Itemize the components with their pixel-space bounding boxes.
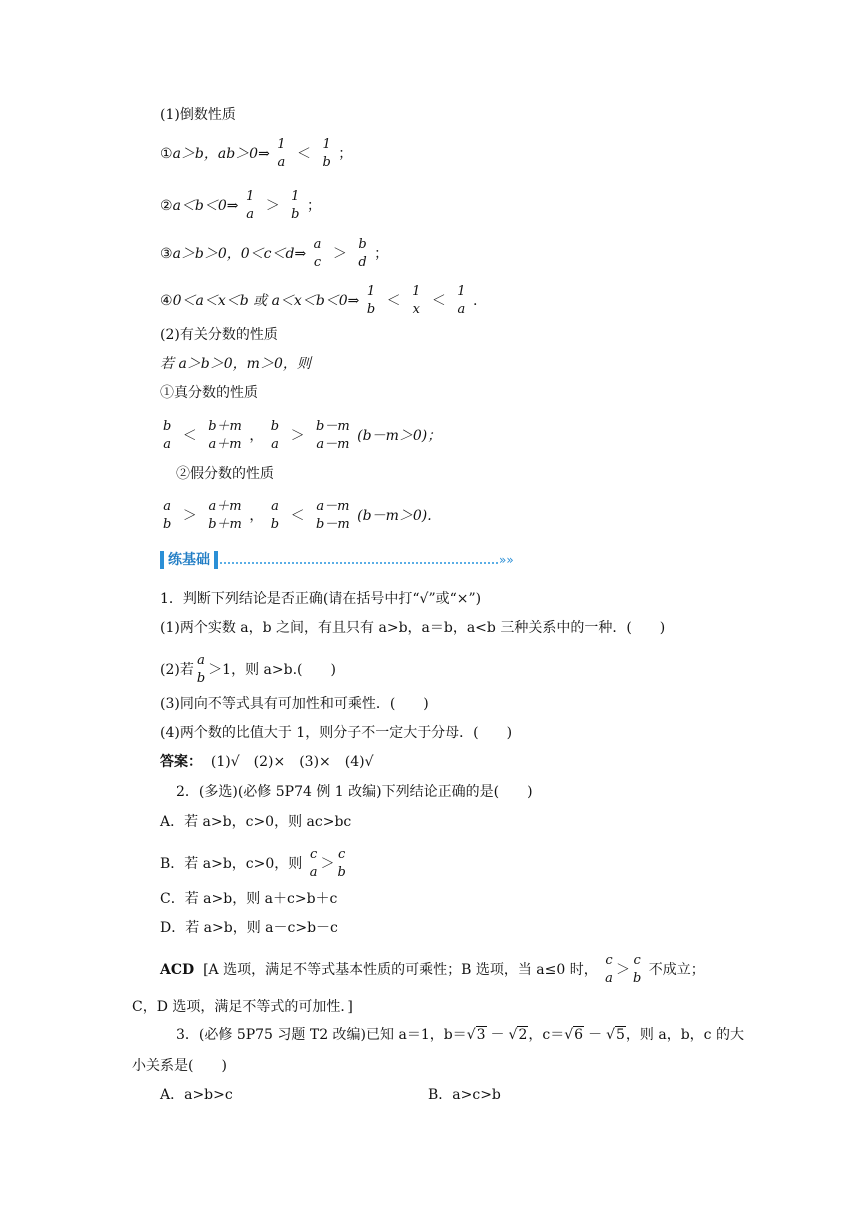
- stem-text: 3．(必修 5P75 习题 T2 改编)已知 a＝1，b＝: [176, 1027, 467, 1043]
- operator: ＜: [431, 293, 446, 309]
- separator: ，: [249, 428, 264, 444]
- operator: ＜: [386, 293, 401, 309]
- numerator: 1: [412, 284, 421, 299]
- denominator: a: [605, 971, 613, 986]
- operator: ＞: [320, 856, 335, 872]
- fraction: [271, 418, 279, 454]
- fraction: [367, 283, 375, 319]
- numerator: c: [605, 953, 613, 968]
- denominator: b: [291, 207, 300, 222]
- double-arrow-icon: »»: [499, 553, 514, 567]
- reciprocal-item-3: [160, 236, 388, 272]
- operator: ＞: [332, 246, 347, 262]
- denominator: a: [277, 155, 286, 170]
- denominator: a: [163, 437, 172, 452]
- stem-text: ，c＝: [528, 1027, 565, 1043]
- condition-note: (b－m＞0).: [357, 508, 432, 524]
- question-3-stem: [176, 1025, 744, 1045]
- numerator: 1: [366, 284, 376, 299]
- condition: 0＜a＜x＜b 或 a＜x＜b＜0⇒: [172, 293, 360, 309]
- numerator: 1: [245, 189, 255, 204]
- punct: ；: [338, 146, 353, 162]
- marker: ③: [160, 246, 173, 262]
- denominator: b: [270, 517, 280, 532]
- solution-label: ACD: [160, 962, 195, 978]
- marker: ④: [160, 293, 173, 309]
- numerator: a－m: [316, 499, 350, 514]
- fraction-condition: 若 a＞b＞0，m＞0，则: [160, 356, 311, 372]
- denominator: b－m: [316, 517, 350, 532]
- question-2-option-a: A．若 a>b，c>0，则 ac>bc: [160, 814, 352, 830]
- numerator: b: [163, 419, 172, 434]
- section-badge-label: 练基础: [160, 551, 218, 569]
- denominator: x: [412, 302, 420, 317]
- subheading-proper-fraction: ①真分数的性质: [160, 385, 258, 401]
- condition: a＞b，ab＞0⇒: [172, 146, 270, 162]
- radicand: 6: [574, 1027, 584, 1043]
- prefix: (2)若: [160, 662, 194, 678]
- numerator: a＋m: [208, 499, 242, 514]
- denominator: d: [358, 255, 367, 270]
- question-2-option-c: C．若 a>b，则 a＋c>b＋c: [160, 891, 338, 907]
- numerator: c: [633, 953, 641, 968]
- operator: ＞: [290, 428, 305, 444]
- improper-fraction-formula: [160, 498, 432, 534]
- fraction: [358, 236, 366, 272]
- question-1-answer: [160, 752, 374, 772]
- operator: ＞: [265, 198, 280, 214]
- question-2-solution: [160, 952, 705, 988]
- fraction: [322, 136, 330, 172]
- punct: ；: [306, 198, 321, 214]
- operator: ＜: [182, 428, 197, 444]
- denominator: b: [196, 671, 206, 686]
- numerator: b: [358, 237, 367, 252]
- heading-fraction-properties: (2)有关分数的性质: [160, 327, 278, 343]
- denominator: b: [322, 155, 331, 170]
- denominator: b: [337, 865, 346, 880]
- question-1-part-3: (3)同向不等式具有可加性和可乘性．( ): [160, 696, 429, 712]
- numerator: b: [270, 419, 280, 434]
- denominator: a＋m: [208, 437, 242, 452]
- fraction: [291, 188, 299, 224]
- reciprocal-item-2: [160, 188, 321, 224]
- numerator: c: [338, 847, 346, 862]
- question-1-part-1: (1)两个实数 a，b 之间，有且只有 a>b，a＝b，a<b 三种关系中的一种．( ): [160, 620, 666, 636]
- question-1-stem: 1．判断下列结论是否正确(请在括号中打“√”或“×”): [160, 591, 482, 607]
- radicand: 5: [615, 1027, 625, 1043]
- punct: .: [473, 293, 478, 309]
- answer-label: 答案：: [160, 754, 202, 770]
- denominator: a: [246, 207, 254, 222]
- fraction: [208, 418, 242, 454]
- operator: ＞: [182, 508, 197, 524]
- question-1-part-2: [160, 652, 336, 688]
- fraction: [412, 283, 420, 319]
- reciprocal-item-4: [160, 283, 477, 319]
- fraction: [605, 952, 613, 988]
- subheading-improper-fraction: ②假分数的性质: [176, 466, 274, 482]
- question-2-stem: 2．(多选)(必修 5P74 例 1 改编)下列结论正确的是( ): [176, 784, 533, 800]
- question-3-option-b: B．a>c>b: [428, 1087, 501, 1103]
- stem-text: ，则 a，b，c 的大: [625, 1027, 744, 1043]
- numerator: c: [309, 847, 318, 862]
- numerator: b－m: [316, 419, 350, 434]
- proper-fraction-formula: [160, 418, 441, 454]
- dotted-rule: [220, 556, 498, 564]
- fraction: [316, 418, 350, 454]
- condition-note: (b－m＞0)；: [357, 428, 442, 444]
- fraction: [277, 136, 285, 172]
- denominator: a－m: [316, 437, 350, 452]
- numerator: a: [197, 653, 205, 668]
- numerator: a: [271, 499, 279, 514]
- denominator: b: [366, 302, 376, 317]
- operator: ＞: [615, 962, 630, 978]
- fraction: [271, 498, 279, 534]
- sqrt-symbol: √: [466, 1027, 476, 1043]
- fraction: [337, 846, 345, 882]
- numerator: a: [313, 237, 322, 252]
- fraction: [457, 283, 465, 319]
- question-2-option-d: D．若 a>b，则 a－c>b－c: [160, 920, 338, 936]
- radicand: 3: [476, 1027, 486, 1043]
- fraction: [163, 498, 171, 534]
- operator: －: [490, 1027, 505, 1043]
- condition: a＞b＞0，0＜c＜d⇒: [172, 246, 307, 262]
- numerator: a: [163, 499, 172, 514]
- numerator: 1: [457, 284, 466, 299]
- prefix: B．若 a>b，c>0，则: [160, 856, 303, 872]
- denominator: a: [271, 437, 279, 452]
- denominator: b: [632, 971, 642, 986]
- operator: ＜: [297, 146, 312, 162]
- fraction: [163, 418, 171, 454]
- fraction: [314, 236, 322, 272]
- suffix: ＞1，则 a>b.( ): [208, 662, 336, 678]
- question-3-option-a: A．a>b>c: [160, 1087, 233, 1103]
- heading-reciprocal: (1)倒数性质: [160, 107, 236, 123]
- sqrt-symbol: √: [606, 1027, 615, 1043]
- numerator: b＋m: [208, 419, 242, 434]
- fraction: [316, 498, 350, 534]
- numerator: 1: [322, 137, 331, 152]
- denominator: a: [309, 865, 318, 880]
- marker: ②: [160, 198, 173, 214]
- operator: －: [588, 1027, 603, 1043]
- sqrt-symbol: √: [564, 1027, 574, 1043]
- fraction: [633, 952, 641, 988]
- fraction: [197, 652, 205, 688]
- reciprocal-item-1: [160, 136, 352, 172]
- fraction: [208, 498, 242, 534]
- question-3-stem-line-2: 小关系是( ): [132, 1058, 227, 1074]
- answer-text: (1)√ (2)× (3)× (4)√: [210, 754, 374, 770]
- question-1-part-4: (4)两个数的比值大于 1，则分子不一定大于分母．( ): [160, 725, 513, 741]
- question-2-solution-line-2: C，D 选项，满足不等式的可加性．]: [132, 999, 353, 1015]
- denominator: b＋m: [208, 517, 242, 532]
- marker: ①: [160, 146, 173, 162]
- question-2-option-b: [160, 846, 349, 882]
- radicand: 2: [518, 1027, 528, 1043]
- section-badge: [160, 551, 514, 569]
- fraction: [246, 188, 254, 224]
- denominator: b: [163, 517, 172, 532]
- numerator: 1: [277, 137, 286, 152]
- sqrt-symbol: √: [508, 1027, 518, 1043]
- denominator: c: [313, 255, 322, 270]
- fraction: [310, 846, 318, 882]
- punct: ；: [374, 246, 389, 262]
- solution-text: [A 选项，满足不等式基本性质的可乘性；B 选项，当 a≤0 时，: [203, 962, 598, 978]
- separator: ，: [249, 508, 264, 524]
- operator: ＜: [290, 508, 305, 524]
- condition: a＜b＜0⇒: [172, 198, 239, 214]
- numerator: 1: [291, 189, 300, 204]
- solution-text: 不成立；: [648, 962, 705, 978]
- denominator: a: [457, 302, 466, 317]
